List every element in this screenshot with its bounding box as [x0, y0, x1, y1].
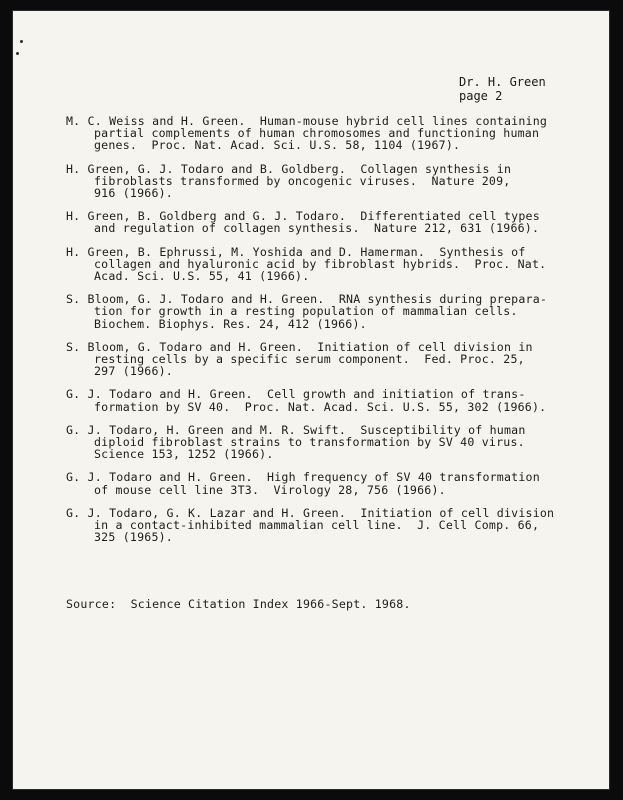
reference-entry [66, 507, 586, 544]
page-number: page 2 [459, 89, 503, 103]
reference-line: Biochem. Biophys. Res. 24, 412 (1966). [94, 316, 367, 331]
reference-line: 325 (1965). [94, 530, 173, 545]
author-name: Dr. H. Green [459, 75, 546, 89]
reference-entry [66, 388, 586, 412]
reference-line: genes. Proc. Nat. Acad. Sci. U.S. 58, 1104 (1967). [94, 138, 461, 153]
reference-line: Acad. Sci. U.S. 55, 41 (1966). [94, 269, 310, 284]
reference-line: 916 (1966). [94, 186, 173, 201]
reference-line: G. J. Todaro, G. K. Lazar and H. Green. Initiation of cell division [66, 505, 555, 520]
reference-line: S. Bloom, G. J. Todaro and H. Green. RNA synthesis during prepara- [66, 292, 548, 307]
reference-line: S. Bloom, G. Todaro and H. Green. Initiation of cell division in [66, 339, 533, 354]
reference-entry [66, 293, 586, 330]
reference-entry [66, 424, 586, 461]
reference-list [66, 115, 586, 554]
reference-line: Science 153, 1252 (1966). [94, 447, 274, 462]
reference-line: formation by SV 40. Proc. Nat. Acad. Sci. U.S. 55, 302 (1966). [94, 399, 547, 414]
reference-entry [66, 115, 586, 152]
reference-line: H. Green, G. J. Todaro and B. Goldberg. Collagen synthesis in [66, 161, 512, 176]
page-header [459, 75, 546, 103]
reference-entry [66, 163, 586, 200]
reference-line: 297 (1966). [94, 364, 173, 379]
reference-entry [66, 246, 586, 283]
reference-line: in a contact-inhibited mammalian cell line. J. Cell Comp. 66, [94, 518, 540, 533]
scan-speck [16, 52, 19, 55]
reference-line: collagen and hyaluronic acid by fibroblast hybrids. Proc. Nat. [94, 256, 547, 271]
reference-line: G. J. Todaro, H. Green and M. R. Swift. Susceptibility of human [66, 422, 526, 437]
reference-line: G. J. Todaro and H. Green. Cell growth and initiation of trans- [66, 387, 526, 402]
reference-entry [66, 341, 586, 378]
reference-line: resting cells by a specific serum component. Fed. Proc. 25, [94, 352, 525, 367]
reference-line: M. C. Weiss and H. Green. Human-mouse hybrid cell lines containing [66, 114, 548, 128]
reference-entry [66, 471, 586, 495]
source-note: Source: Science Citation Index 1966-Sept. 1968. [66, 597, 411, 611]
reference-entry [66, 210, 586, 234]
reference-line: partial complements of human chromosomes and functioning human [94, 126, 540, 141]
reference-line: H. Green, B. Goldberg and G. J. Todaro. Differentiated cell types [66, 209, 540, 224]
scan-speck [20, 40, 23, 43]
reference-line: diploid fibroblast strains to transformation by SV 40 virus. [94, 435, 525, 450]
reference-line: tion for growth in a resting population of mammalian cells. [94, 304, 518, 319]
reference-line: G. J. Todaro and H. Green. High frequency of SV 40 transformation [66, 470, 540, 485]
reference-line: fibroblasts transformed by oncogenic viruses. Nature 209, [94, 173, 511, 188]
reference-line: H. Green, B. Ephrussi, M. Yoshida and D. Hamerman. Synthesis of [66, 244, 526, 259]
reference-line: and regulation of collagen synthesis. Nature 212, 631 (1966). [94, 221, 540, 236]
reference-line: of mouse cell line 3T3. Virology 28, 756 (1966). [94, 482, 446, 497]
